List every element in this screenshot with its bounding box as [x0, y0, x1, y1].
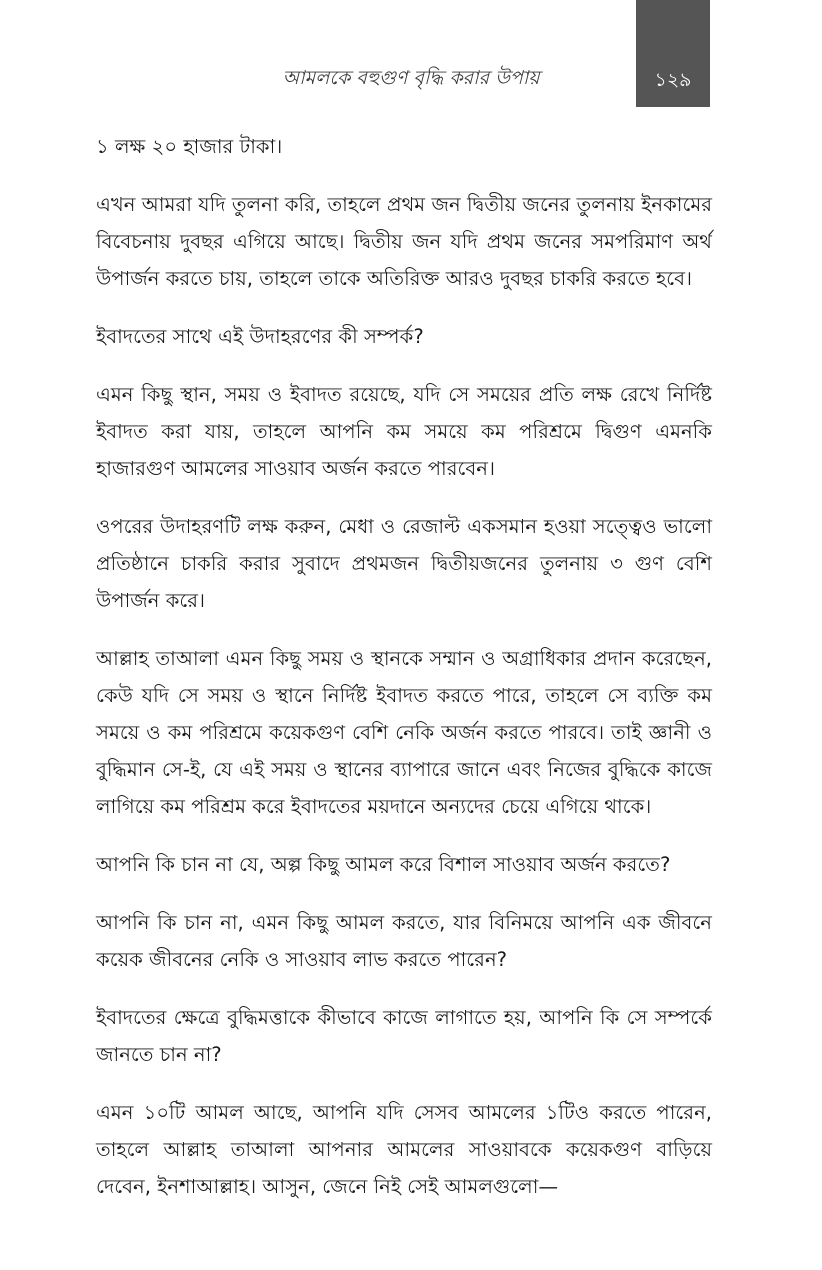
paragraph-4: এমন কিছু স্থান, সময় ও ইবাদত রয়েছে, যদি সে সময়ের প্রতি লক্ষ রেখে নির্দিষ্ট ইবাদত করা যায়, তাহলে আপনি কম সময়ে কম পরিশ্রমে দ্বিগুণ এমনকি হাজারগুণ আমলের সাওয়াব অর্জন করতে পারবেন। — [96, 383, 712, 480]
paragraph-10: এমন ১০টি আমল আছে, আপনি যদি সেসব আমলের ১টিও করতে পারেন, তাহলে আল্লাহ তাআলা আপনার আমলের সাওয়াবকে কয়েকগুণ বাড়িয়ে দেবেন, ইনশাআল্লাহ। আসুন, জেনে নিই সেই আমলগুলো— — [96, 1101, 712, 1198]
paragraph-6: আল্লাহ তাআলা এমন কিছু সময় ও স্থানকে সম্মান ও অগ্রাধিকার প্রদান করেছেন, কেউ যদি সে সময় ও স্থানে নির্দিষ্ট ইবাদত করতে পারে, তাহলে সে ব্যক্তি কম সময়ে ও কম পরিশ্রমে কয়েকগুণ বেশি নেকি অর্জন করতে পারবে। তাই জ্ঞানী ও বুদ্ধিমান সে-ই, যে এই সময় ও স্থানের ব্যাপারে জানে এবং নিজের বুদ্ধিকে কাজে লাগিয়ে কম পরিশ্রম করে ইবাদতের ময়দানে অন্যদের চেয়ে এগিয়ে থাকে। — [96, 647, 712, 818]
paragraph-1: ১ লক্ষ ২০ হাজার টাকা। — [96, 135, 283, 158]
body-text — [96, 128, 712, 1226]
paragraph-3: ইবাদতের সাথে এই উদাহরণের কী সম্পর্ক? — [96, 325, 424, 348]
paragraph-9: ইবাদতের ক্ষেত্রে বুদ্ধিমত্তাকে কীভাবে কাজে লাগাতে হয়, আপনি কি সে সম্পর্কে জানতে চান না? — [96, 1006, 712, 1066]
paragraph-7: আপনি কি চান না যে, অল্প কিছু আমল করে বিশাল সাওয়াব অর্জন করতে? — [96, 853, 671, 876]
page-number-tab — [636, 0, 710, 107]
paragraph-8: আপনি কি চান না, এমন কিছু আমল করতে, যার বিনিময়ে আপনি এক জীবনে কয়েক জীবনের নেকি ও সাওয়াব লাভ করতে পারেন? — [96, 911, 712, 971]
paragraph-5: ওপরের উদাহরণটি লক্ষ করুন, মেধা ও রেজাল্ট একসমান হওয়া সত্ত্বেও ভালো প্রতিষ্ঠানে চাকরি করার সুবাদে প্রথমজন দ্বিতীয়জনের তুলনায় ৩ গুণ বেশি উপার্জন করে। — [96, 515, 712, 612]
page-number: ১২৯ — [654, 69, 692, 91]
running-header-title: আমলকে বহুগুণ বৃদ্ধি করার উপায় — [282, 67, 540, 89]
paragraph-2: এখন আমরা যদি তুলনা করি, তাহলে প্রথম জন দ্বিতীয় জনের তুলনায় ইনকামের বিবেচনায় দুবছর এগিয়ে আছে। দ্বিতীয় জন যদি প্রথম জনের সমপরিমাণ অর্থ উপার্জন করতে চায়, তাহলে তাকে অতিরিক্ত আরও দুবছর চাকরি করতে হবে। — [96, 193, 712, 290]
